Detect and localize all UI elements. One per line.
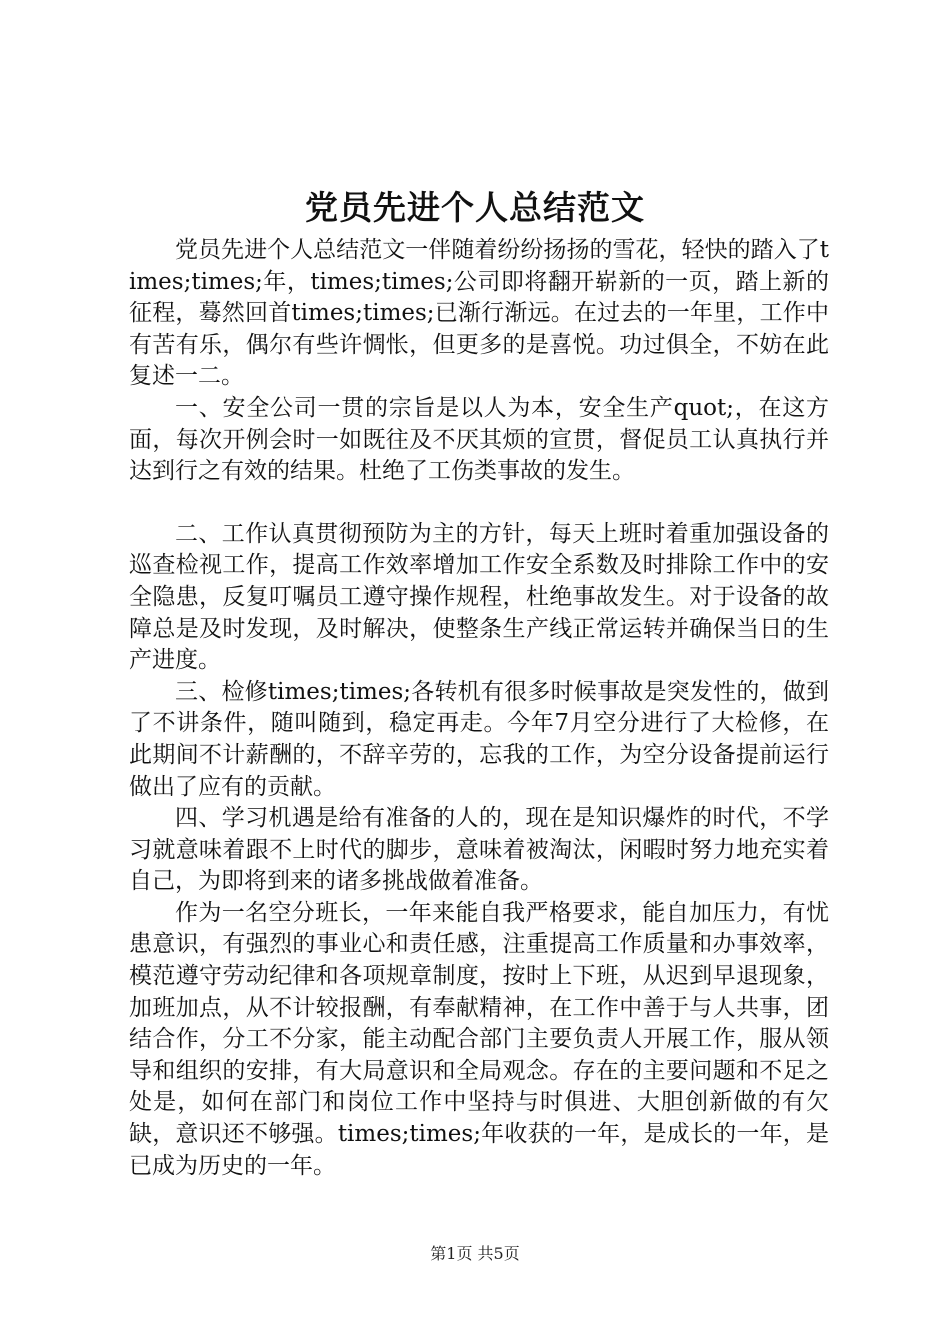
paragraph-safety: 一、安全公司一贯的宗旨是以人为本，安全生产quot;，在这方面，每次开例会时一如既往及不厌其烦的宣贯，督促员工认真执行并达到行之有效的结果。杜绝了工伤类事故的发生。 xyxy=(129,394,829,485)
document-title: 党员先进个人总结范文 xyxy=(305,188,645,227)
paragraph-intro: 党员先进个人总结范文一伴随着纷纷扬扬的雪花，轻快的踏入了times;times;年，times;times;公司即将翻开崭新的一页，踏上新的征程，蓦然回首times;times;已渐行渐远。在过去的一年里，工作中有苦有乐，偶尔有些许惆怅，但更多的是喜悦。功过俱全，不妨在此复述一二。 xyxy=(129,237,829,390)
document-body xyxy=(129,235,829,1182)
paragraph-maintenance: 三、检修times;times;各转机有很多时候事故是突发性的，做到了不讲条件，随叫随到，稳定再走。今年7月空分进行了大检修，在此期间不计薪酬的，不辞辛劳的，忘我的工作，为空分设备提前运行做出了应有的贡献。 xyxy=(129,678,829,800)
paragraph-learning: 四、学习机遇是给有准备的人的，现在是知识爆炸的时代，不学习就意味着跟不上时代的脚步，意味着被淘汰，闲暇时努力地充实着自己，为即将到来的诸多挑战做着准备。 xyxy=(129,805,829,895)
paragraph-summary: 作为一名空分班长，一年来能自我严格要求，能自加压力，有忧患意识，有强烈的事业心和责任感，注重提高工作质量和办事效率，模范遵守劳动纪律和各项规章制度，按时上下班，从迟到早退现象，加班加点，从不计较报酬，有奉献精神，在工作中善于与人共事，团结合作，分工不分家，能主动配合部门主要负责人开展工作，服从领导和组织的安排，有大局意识和全局观念。存在的主要问题和不足之处是，如何在部门和岗位工作中坚持与时俱进、大胆创新做的有欠缺，意识还不够强。times;times;年收获的一年，是成长的一年，是已成为历史的一年。 xyxy=(129,899,829,1179)
page-indicator: 第1页 共5页 xyxy=(430,1244,520,1263)
paragraph-prevention: 二、工作认真贯彻预防为主的方针，每天上班时着重加强设备的巡查检视工作，提高工作效率增加工作安全系数及时排除工作中的安全隐患，反复叮嘱员工遵守操作规程，杜绝事故发生。对于设备的故障总是及时发现，及时解决，使整条生产线正常运转并确保当日的生产进度。 xyxy=(129,520,829,674)
